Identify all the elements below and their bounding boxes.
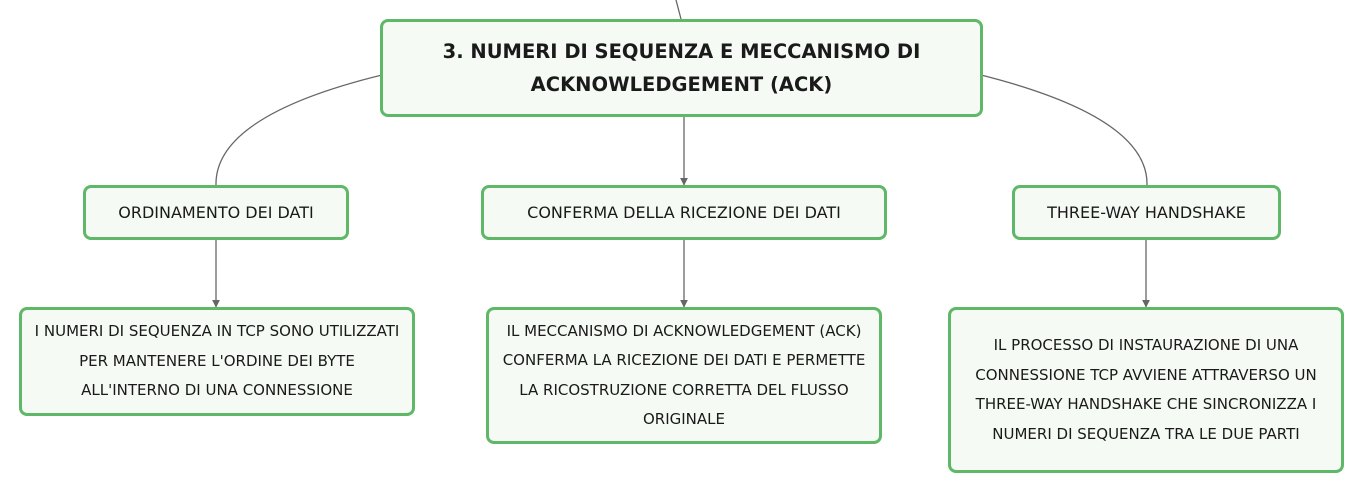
leaf-topic-text: I NUMERI DI SEQUENZA IN TCP SONO UTILIZZATI PER MANTENERE L'ORDINE DEI BYTE ALL'INTERNO DI UNA CONNESSIONE [34, 322, 400, 400]
leaf-topic-ordinamento[interactable] [19, 307, 415, 416]
root-to-branch-3 [981, 75, 1147, 185]
leaf-topic-handshake[interactable] [948, 307, 1344, 473]
branch-topic-label: THREE-WAY HANDSHAKE [1047, 202, 1246, 222]
root-to-branch-1 [216, 75, 382, 185]
leaf-topic-text: IL PROCESSO DI INSTAURAZIONE DI UNA CONNESSIONE TCP AVVIENE ATTRAVERSO UN THREE-WAY HANDSHAKE CHE SINCRONIZZA I NUMERI DI SEQUENZA TRA LE DUE PARTI [975, 336, 1317, 443]
parent-connector [676, 0, 681, 19]
leaf-topic-conferma[interactable] [486, 307, 882, 444]
leaf-topic-text: IL MECCANISMO DI ACKNOWLEDGEMENT (ACK) CONFERMA LA RICEZIONE DEI DATI E PERMETTE LA RICOSTRUZIONE CORRETTA DEL FLUSSO ORIGINALE [502, 321, 866, 428]
branch-topic-label: CONFERMA DELLA RICEZIONE DEI DATI [527, 202, 841, 222]
branch-topic-conferma[interactable] [481, 185, 887, 240]
root-topic[interactable] [380, 19, 983, 117]
branch-topic-label: ORDINAMENTO DEI DATI [118, 202, 314, 222]
root-topic-label: 3. NUMERI DI SEQUENZA E MECCANISMO DI ACKNOWLEDGEMENT (ACK) [442, 40, 921, 96]
branch-topic-ordinamento[interactable] [83, 185, 349, 240]
branch-topic-handshake[interactable] [1012, 185, 1281, 240]
